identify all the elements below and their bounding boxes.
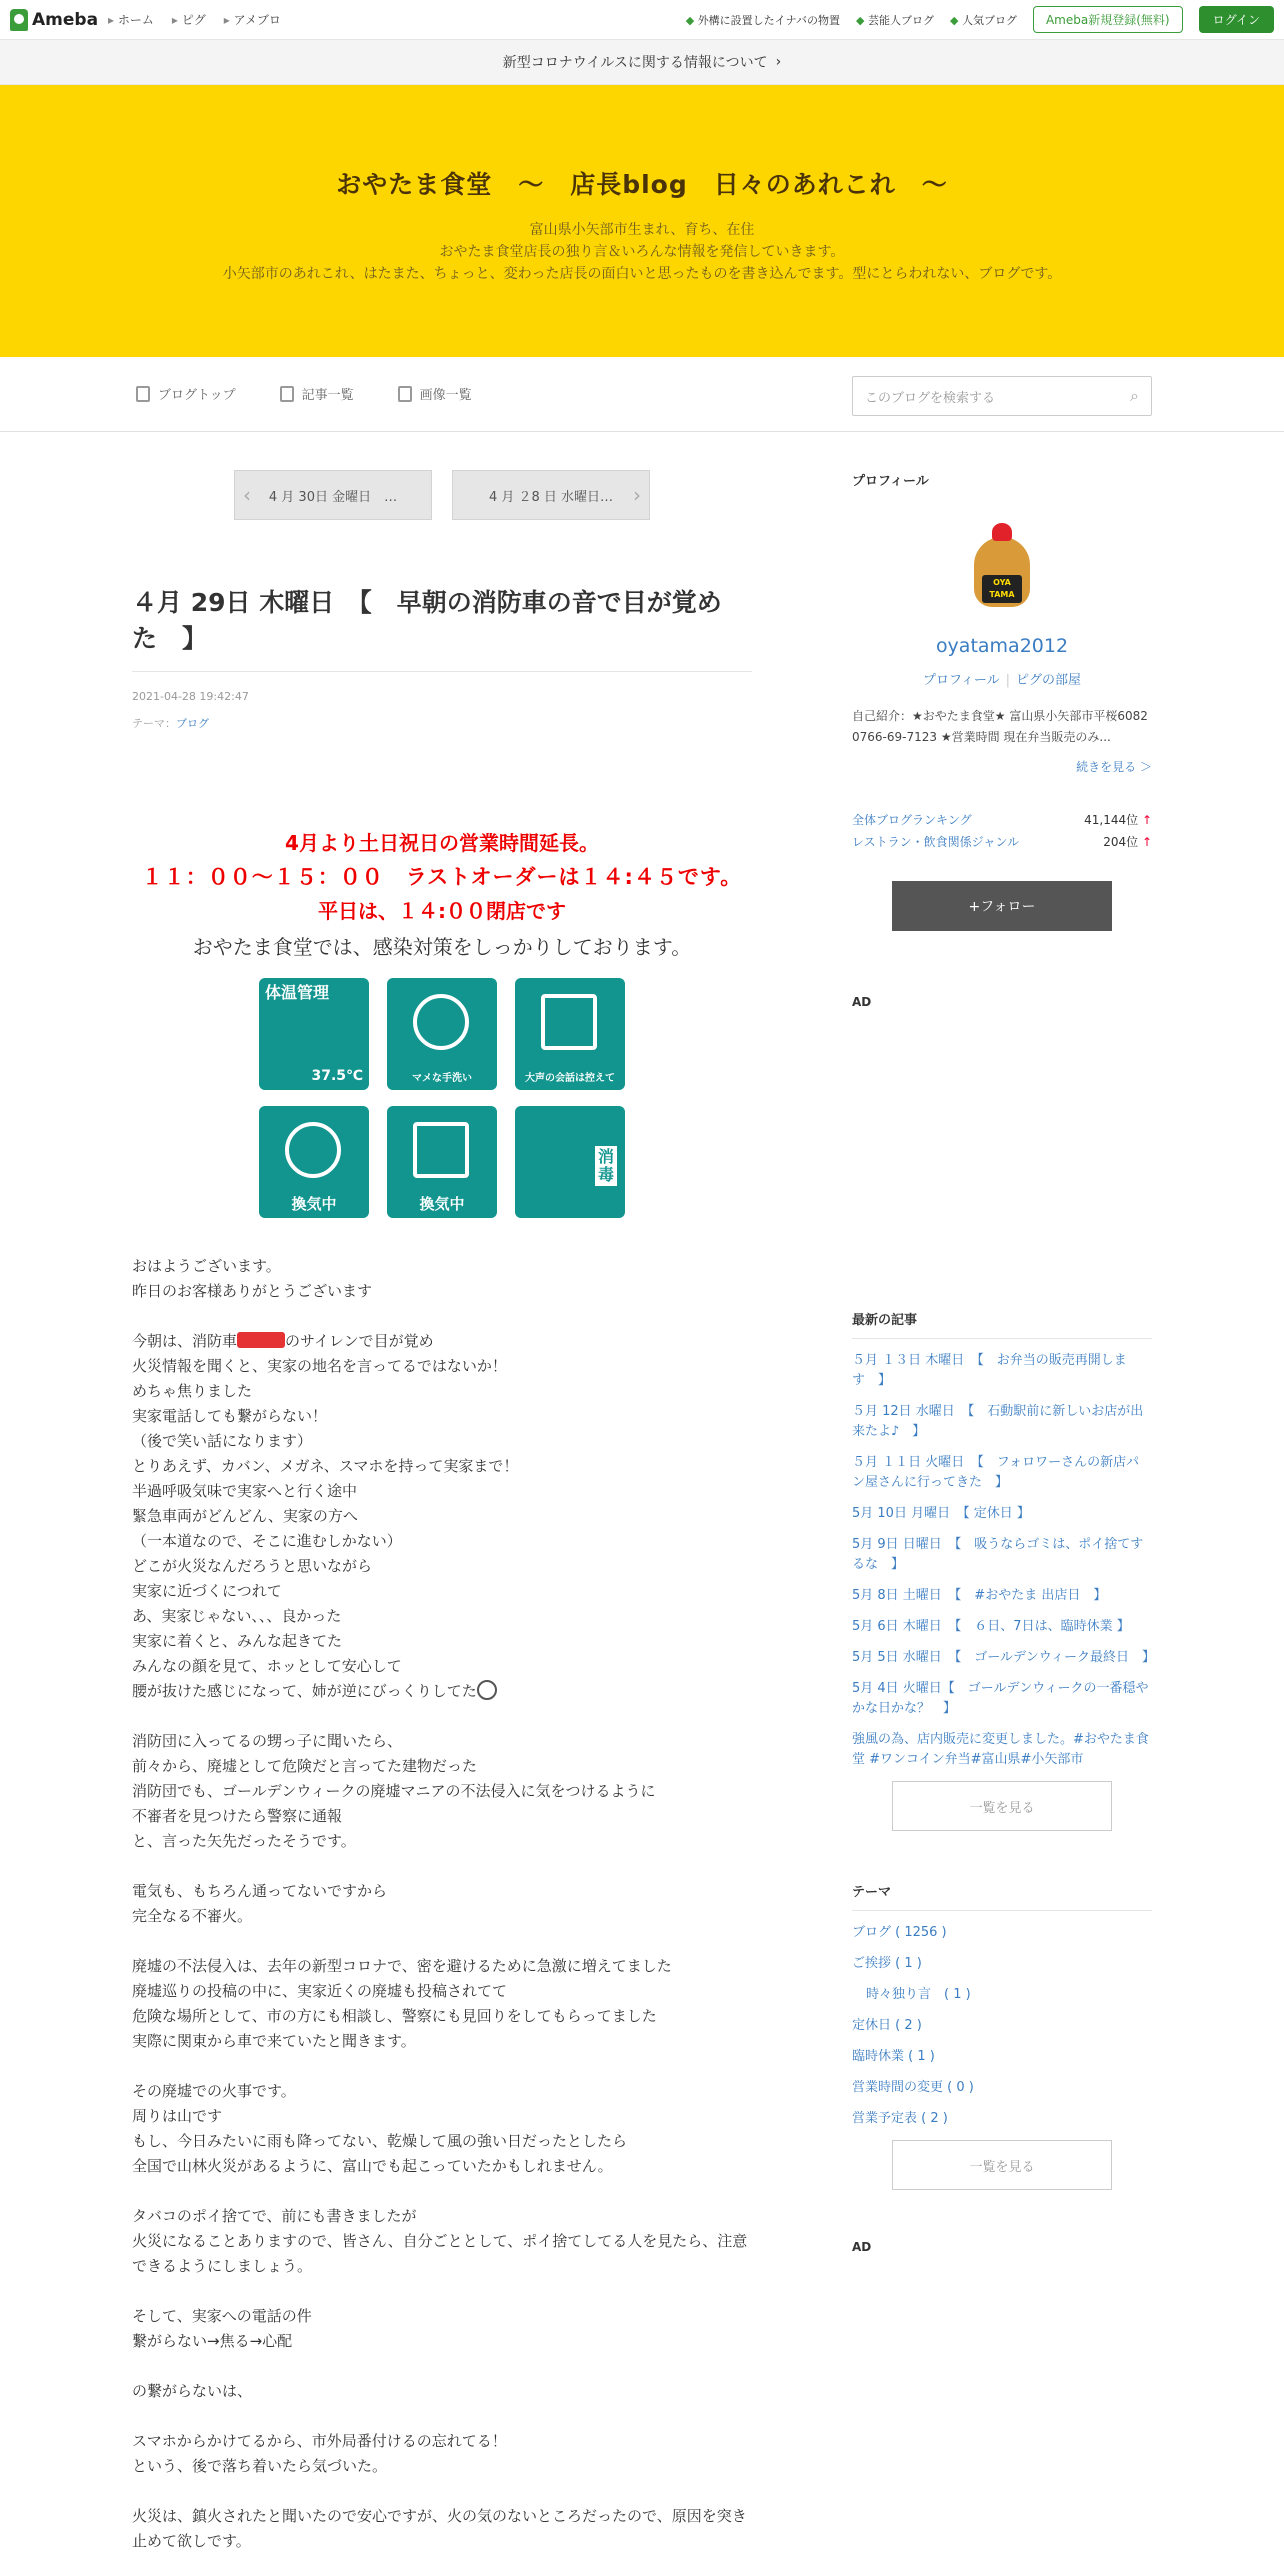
paragraph-gap	[132, 1304, 752, 1329]
theme-item-link[interactable]: 定休日 ( 2 )	[852, 2018, 922, 2033]
theme-section	[852, 1881, 1152, 2190]
prev-article-button[interactable]: ‹ 4 月 30日 金曜日 …	[234, 470, 432, 520]
covid-notice[interactable]	[0, 40, 1284, 85]
recent-article-link[interactable]: 5月 5日 水曜日 【 ゴールデンウィーク最終日 】	[852, 1650, 1156, 1665]
blog-search-input[interactable]: このブログを検索する ⌕	[852, 376, 1152, 416]
username[interactable]: oyatama2012	[935, 635, 1069, 657]
theme-item-link[interactable]: ご挨拶 ( 1 )	[852, 1956, 922, 1971]
recent-article-link[interactable]: 5月 8日 土曜日 【 #おやたま 出店日 】	[852, 1588, 1107, 1603]
fan-icon	[285, 1122, 341, 1178]
ventilation-window-panel: 換気中	[387, 1106, 497, 1218]
article-line: （一本道なので、そこに進むしかない）	[132, 1532, 402, 1550]
desc-line: 小矢部市のあれこれ、はたまた、ちょっと、変わった店長の面白いと思ったものを書き込んでます。型にとらわれない、ブログです。	[222, 266, 1062, 282]
article-line: と、言った矢先だったそうです。	[132, 1832, 356, 1850]
blog-header	[0, 85, 1284, 357]
ad-label: AD	[852, 2240, 872, 2254]
hours-line: 4月より土日祝日の営業時間延長。	[285, 831, 599, 855]
temperature-panel: 体温管理 37.5℃	[259, 978, 369, 1090]
theme-list	[852, 1910, 1152, 2129]
chevron-right-icon: ›	[633, 483, 641, 507]
article-pager	[132, 470, 752, 520]
article-line: あ、実家じゃない、、、良かった	[132, 1607, 342, 1625]
article-line: 消防団に入ってるの甥っ子に聞いたら、	[132, 1732, 403, 1750]
paragraph-gap	[132, 2279, 752, 2304]
recent-more-button[interactable]: 一覧を見る	[892, 1781, 1112, 1831]
follow-button[interactable]: +フォロー	[892, 881, 1112, 931]
article-line: 危険な場所として、市の方にも相談し、警察にも見回りをしてもらってました	[132, 2007, 657, 2025]
global-nav	[108, 11, 281, 28]
hours-line: 平日は、１４:００閉店です	[318, 899, 566, 923]
article-body	[132, 1254, 752, 2554]
article-line: おはようございます。	[132, 1257, 281, 1275]
article-line: もし、今日みたいに雨も降ってない、乾燥して風の強い日だったとしたら	[132, 2132, 628, 2150]
article-meta	[132, 690, 752, 731]
article-line: 火災情報を聞くと、実家の地名を言ってるではないか！	[132, 1357, 507, 1375]
camera-icon	[398, 386, 412, 402]
next-article-button[interactable]: 4 月 ２8 日 水曜日… ›	[452, 470, 650, 520]
recent-article-link[interactable]: 5月 10日 月曜日 【 定休日 】	[852, 1506, 1030, 1521]
nav-ameblo[interactable]: ▸ アメブロ	[224, 11, 281, 28]
theme-heading: テーマ	[852, 1885, 892, 1900]
paragraph-gap	[132, 2354, 752, 2379]
read-more-link[interactable]: 続きを見る ＞	[1076, 760, 1152, 774]
article-line: 繋がらない→焦る→心配	[132, 2332, 293, 2350]
paragraph-gap	[132, 2404, 752, 2429]
ranking	[852, 809, 1152, 853]
recent-article-link[interactable]: ５月 １３日 木曜日 【 お弁当の販売再開しま す 】	[852, 1353, 1127, 1388]
article-line: 実際に関東から車で来ていたと聞きます。	[132, 2032, 416, 2050]
recent-article-link[interactable]: 5月 9日 日曜日 【 吸うならゴミは、ポイ捨てするな 】	[852, 1537, 1144, 1572]
ranking-row	[852, 809, 1152, 831]
article-line: 前々から、廃墟として危険だと言ってた建物だった	[132, 1757, 478, 1775]
desc-line: おやたま食堂店長の独り言＆いろんな情報を発信していきます。	[439, 244, 845, 260]
article-line: そして、実家への電話の件	[132, 2307, 312, 2325]
quiet-panel: 大声の会話は控えて	[515, 978, 625, 1090]
infection-control-image	[259, 978, 625, 1218]
business-hours-notice	[132, 826, 752, 966]
hours-line: １１：００～１５：００ ラストオーダーは１４:４５です。	[141, 865, 743, 889]
nav-home[interactable]: ▸ ホーム	[108, 11, 154, 28]
recent-article-link[interactable]: ５月 12日 水曜日 【 石動駅前に新しいお店が出来たよ♪ 】	[852, 1404, 1144, 1439]
article-line: 消防団でも、ゴールデンウィークの廃墟マニアの不法侵入に気をつけるように	[132, 1782, 656, 1800]
register-button[interactable]: Ameba新規登録(無料)	[1033, 6, 1183, 33]
recent-list	[852, 1338, 1156, 1770]
recent-heading: 最新の記事	[852, 1313, 918, 1328]
hand-icon	[413, 994, 469, 1050]
ameba-logo-icon	[10, 9, 28, 31]
article-title[interactable]: ４月 29日 木曜日 【 早朝の消防車の音で目が覚めた 】	[132, 585, 752, 672]
theme-link[interactable]: ブログ	[176, 717, 209, 730]
article-line: 火災は、鎮火されたと聞いたので安心ですが、火の気のないところだったので、原因を突き止めて欲しです。	[132, 2507, 747, 2550]
desc-line: 富山県小矢部市生まれ、育ち、在住	[529, 222, 755, 238]
mascot-comb	[992, 523, 1012, 541]
article-line: 実家電話しても繋がらない！	[132, 1407, 328, 1425]
global-right	[686, 6, 1274, 33]
window-icon	[413, 1122, 469, 1178]
ventilation-fan-panel: 換気中	[259, 1106, 369, 1218]
ranking-value: 41,144位 ↑	[1084, 809, 1152, 831]
article-line: という、後で落ち着いたら気づいた。	[132, 2457, 388, 2475]
article-line: その廃墟での火事です。	[132, 2082, 296, 2100]
face-emoji-icon	[477, 1680, 497, 1700]
blog-title[interactable]: おやたま食堂 ～ 店長blog 日々のあれこれ ～	[336, 170, 948, 199]
login-button[interactable]: ログイン	[1199, 6, 1274, 33]
article-line: 半過呼吸気味で実家へと行く途中	[132, 1482, 358, 1500]
article-line: 全国で山林火災があるように、富山でも起こっていたかもしれません。	[132, 2157, 613, 2175]
article-line: 不審者を見つけたら警察に通報	[132, 1807, 343, 1825]
paragraph-gap	[132, 2479, 752, 2504]
popular-blog-link[interactable]: ◆ 人気ブログ	[950, 12, 1017, 28]
recent-articles	[852, 1309, 1156, 1831]
subnav-blog-top[interactable]: ブログトップ	[136, 384, 236, 403]
infection-control-line: おやたま食堂では、感染対策をしっかりしております。	[192, 935, 692, 959]
main-column	[132, 470, 752, 2554]
article-line: 緊急車両がどんどん、実家の方へ	[132, 1507, 358, 1525]
article-line: 廃墟巡りの投稿の中に、実家近くの廃墟も投稿されてて	[132, 1982, 508, 2000]
subnav-image-list[interactable]: 画像一覧	[398, 384, 472, 403]
article-line: 電気も、もちろん通ってないですから	[132, 1882, 388, 1900]
article-line: 完全なる不審火。	[132, 1907, 253, 1925]
article-line: 廃墟の不法侵入は、去年の新型コロナで、密を避けるために急激に増えてました	[132, 1957, 672, 1975]
people-icon	[541, 994, 597, 1050]
global-header	[0, 0, 1284, 40]
profile-link[interactable]: プロフィール	[922, 673, 1000, 688]
paragraph-gap	[132, 1854, 752, 1879]
pig-room-link[interactable]: ピグの部屋	[1016, 673, 1082, 688]
theme-item-link[interactable]: 時々独り言 ( 1 )	[866, 1987, 971, 2002]
article-theme: テーマ：ブログ	[132, 717, 209, 730]
article-line: の繋がらないは、	[132, 2382, 253, 2400]
theme-item-link[interactable]: 臨時休業 ( 1 )	[852, 2049, 935, 2064]
article-line: どこが火災なんだろうと思いながら	[132, 1557, 373, 1575]
recent-article-link[interactable]: 5月 6日 木曜日 【 ６日、7日は、臨時休業 】	[852, 1619, 1130, 1634]
search-icon[interactable]: ⌕	[1130, 386, 1139, 405]
self-intro: 自己紹介：★おやたま食堂★ 富山県小矢部市平桜6082 0766-69-7123 ★営業時間 現在弁当販売のみ...	[852, 709, 1148, 744]
article-line: （後で笑い話になります）	[132, 1432, 313, 1450]
nav-pig[interactable]: ▸ ピグ	[172, 11, 206, 28]
theme-item-link[interactable]: ブログ ( 1256 )	[852, 1925, 947, 1940]
document-icon	[136, 386, 150, 402]
link-separator: |	[1005, 673, 1011, 688]
recent-article-link[interactable]: 5月 4日 火曜日【 ゴールデンウィークの一番穏やかな日かな？ 】	[852, 1681, 1149, 1716]
genre-ranking-link[interactable]: レストラン・飲食関係ジャンル	[852, 835, 1020, 849]
theme-item-link[interactable]: 営業予定表 ( 2 )	[852, 2111, 948, 2126]
blog-subnav	[0, 357, 1284, 432]
paragraph-gap	[132, 1929, 752, 1954]
paragraph-gap	[132, 2054, 752, 2079]
article-line: タバコのポイ捨てで、前にも書きましたが	[132, 2207, 417, 2225]
handwash-panel: マメな手洗い	[387, 978, 497, 1090]
article-line: 実家に近づくにつれて	[132, 1582, 282, 1600]
article-line: 実家に着くと、みんな起きてた	[132, 1632, 343, 1650]
article-line: 昨日のお客様ありがとうございます	[132, 1282, 373, 1300]
article-line: みんなの顔を見て、ホッとして安心して	[132, 1657, 402, 1675]
recent-article-link[interactable]: ５月 １１日 火曜日 【 フォロワーさんの新店パン屋さんに行ってきた 】	[852, 1455, 1140, 1490]
notice-text: 新型コロナウイルスに関する情報について	[502, 55, 768, 71]
ameba-logo[interactable]: Ameba	[10, 9, 98, 31]
recent-article-link[interactable]: 強風の為、店内販売に変更しました。#おやたま食堂 #ワンコイン弁当#富山県#小矢部市	[852, 1732, 1149, 1767]
article-line: 火災になることありますので、皆さん、自分ごととして、ポイ捨てしてる人を見たら、注意できるようにしましょう。	[132, 2232, 748, 2275]
ranking-row	[852, 831, 1152, 853]
article-line: 腰が抜けた感じになって、姉が逆にびっくりしてた	[132, 1679, 752, 1704]
mascot-tag: OYA TAMA	[982, 575, 1022, 603]
profile-heading: プロフィール	[852, 474, 929, 489]
fire-truck-icon	[237, 1332, 285, 1348]
promo-link[interactable]: ◆ 外構に設置したイナバの物置	[686, 12, 840, 28]
article-line: とりあえず、カバン、メガネ、スマホを持って実家まで！	[132, 1457, 519, 1475]
paragraph-gap	[132, 1704, 752, 1729]
chevron-right-icon: ›	[775, 54, 782, 70]
overall-ranking-link[interactable]: 全体ブログランキング	[852, 813, 972, 827]
avatar[interactable]	[944, 509, 1060, 625]
copy-icon	[280, 386, 294, 402]
article-date: 2021-04-28 19:42:47	[132, 690, 249, 703]
chevron-left-icon: ‹	[243, 483, 251, 507]
profile-links	[852, 669, 1152, 688]
article-line: めちゃ焦りました	[132, 1382, 253, 1400]
ranking-value: 204位 ↑	[1103, 831, 1152, 853]
ad-label: AD	[852, 995, 872, 1009]
article-line: 周りは山です	[132, 2107, 223, 2125]
blog-description	[0, 219, 1284, 285]
subnav-article-list[interactable]: 記事一覧	[280, 384, 354, 403]
article-line: スマホからかけてるから、市外局番付けるの忘れてる！	[132, 2432, 507, 2450]
celebrity-blog-link[interactable]: ◆ 芸能人ブログ	[856, 12, 934, 28]
article-line: 今朝は、消防車 のサイレンで目が覚め	[132, 1332, 434, 1350]
sidebar	[852, 470, 1156, 2254]
paragraph-gap	[132, 2179, 752, 2204]
theme-item-link[interactable]: 営業時間の変更 ( 0 )	[852, 2080, 974, 2095]
theme-more-button[interactable]: 一覧を見る	[892, 2140, 1112, 2190]
disinfection-panel: 消毒	[515, 1106, 625, 1218]
